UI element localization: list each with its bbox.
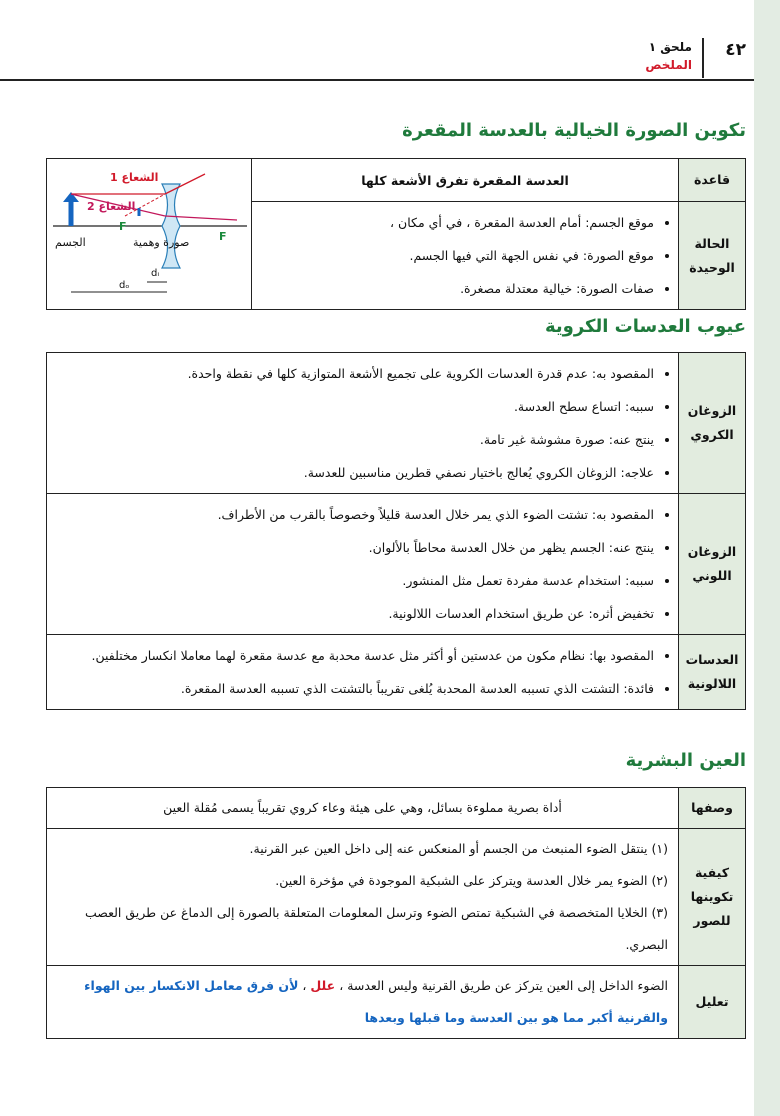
list-item: • سببه: اتساع سطح العدسة. (57, 390, 654, 423)
do-label: dₒ (119, 280, 130, 291)
chromatic-aberration-content (47, 494, 679, 635)
list-item: • ينتج عنه: الجسم يظهر من خلال العدسة محاطاً بالألوان. (57, 531, 654, 564)
list-item: • ينتج عنه: صورة مشوشة غير تامة. (57, 423, 654, 456)
case-content (252, 202, 679, 310)
list-item: • المقصود به: عدم قدرة العدسات الكروية على تجميع الأشعة المتوازية كلها في نقطة واحدة. (57, 357, 654, 390)
reasoning-keyword: علل (310, 978, 336, 993)
virtual-image-label: صورة وهمية (133, 236, 190, 249)
object-label: الجسم (55, 236, 86, 249)
side-strip (754, 0, 780, 1116)
rule-label: قاعدة (679, 159, 746, 202)
chromatic-aberration-label: الزوغان اللوني (679, 494, 746, 635)
list-item: • المقصود به: تشتت الضوء الذي يمر خلال العدسة قليلاً وخصوصاً بالقرب من الأطراف. (57, 498, 654, 531)
list-item: • فائدة: التشتت الذي تسببه العدسة المحدبة يُلغى تقريباً بالتشتت الذي تسببه العدسة المقعرة. (57, 672, 654, 705)
header-separator (702, 38, 704, 78)
unit-label: ملحق ١ (648, 40, 692, 54)
achromatic-lenses-label: العدسات اللالونية (679, 635, 746, 710)
case-item: • موقع الجسم: أمام العدسة المقعرة ، في أي مكان ، (262, 206, 654, 239)
reasoning-content: الضوء الداخل إلى العين يتركز عن طريق القرنية وليس العدسة ، علل ، لأن فرق معامل الانكسار بين الهواء والقرنية أكبر مما هو بين العدسة وما قبلها وبعدها (47, 966, 679, 1039)
spherical-aberration-label: الزوغان الكروي (679, 353, 746, 494)
formation-step: (٣) الخلايا المتخصصة في الشبكية تمتص الضوء وترسل المعلومات المتعلقة بالصورة إلى الدماغ عن طريق العصب البصري. (84, 905, 668, 952)
case-item: • صفات الصورة: خيالية معتدلة مصغرة. (262, 272, 654, 305)
list-item: • المقصود بها: نظام مكون من عدستين أو أكثر مثل عدسة محدبة مع عدسة مقعرة لهما معاملا انكسار مختلفين. (57, 639, 654, 672)
reasoning-text: الضوء الداخل إلى العين يتركز عن طريق القرنية وليس العدسة ، (339, 978, 668, 993)
ray-2-label: الشعاع 2 (87, 200, 136, 213)
page-number: ٤٢ (725, 40, 746, 60)
case-label: الحالة الوحيدة (679, 202, 746, 310)
lens-defects-table (46, 352, 746, 710)
formation-step: (٢) الضوء يمر خلال العدسة ويتركز على الشبكية الموجودة في مؤخرة العين. (275, 873, 668, 888)
header-divider (0, 79, 754, 81)
reasoning-answer: لأن فرق معامل الانكسار بين الهواء والقرنية أكبر مما هو بين العدسة وما قبلها وبعدها (84, 978, 668, 1025)
ray-diagram-cell (47, 159, 252, 310)
focus-left-label: F (119, 220, 127, 233)
reasoning-label: تعليل (679, 966, 746, 1039)
section-title-lens-defects: عيوب العدسات الكروية (544, 316, 746, 337)
concave-lens-table (46, 158, 746, 310)
rule-text: العدسة المقعرة تفرق الأشعة كلها (252, 159, 679, 202)
image-formation-content (47, 829, 679, 966)
spherical-aberration-content (47, 353, 679, 494)
focus-right-label: F (219, 230, 227, 243)
ray-diagram (47, 164, 251, 304)
section-title-concave-lens: تكوين الصورة الخيالية بالعدسة المقعرة (402, 120, 746, 141)
summary-label: الملخص (645, 58, 692, 72)
section-title-human-eye: العين البشرية (625, 750, 746, 771)
case-item: • موقع الصورة: في نفس الجهة التي فيها الجسم. (262, 239, 654, 272)
image-formation-label: كيفية تكوينها للصور (679, 829, 746, 966)
concave-lens-shape (162, 184, 180, 268)
description-label: وصفها (679, 788, 746, 829)
page-header (0, 36, 754, 86)
human-eye-table (46, 787, 746, 1039)
formation-step: (١) ينتقل الضوء المنبعث من الجسم أو المنعكس عنه إلى داخل العين عبر القرنية. (249, 841, 668, 856)
list-item: • تخفيض أثره: عن طريق استخدام العدسات اللالونية. (57, 597, 654, 630)
di-label: dᵢ (151, 268, 160, 279)
description-text: أداة بصرية مملوءة بسائل، وهي على هيئة وعاء كروي تقريباً يسمى مُقلة العين (47, 788, 679, 829)
list-item: • سببه: استخدام عدسة مفردة تعمل مثل المنشور. (57, 564, 654, 597)
list-item: • علاجه: الزوغان الكروي يُعالج باختيار نصفي قطرين مناسبين للعدسة. (57, 456, 654, 489)
ray-1-label: الشعاع 1 (110, 171, 159, 184)
achromatic-lenses-content (47, 635, 679, 710)
